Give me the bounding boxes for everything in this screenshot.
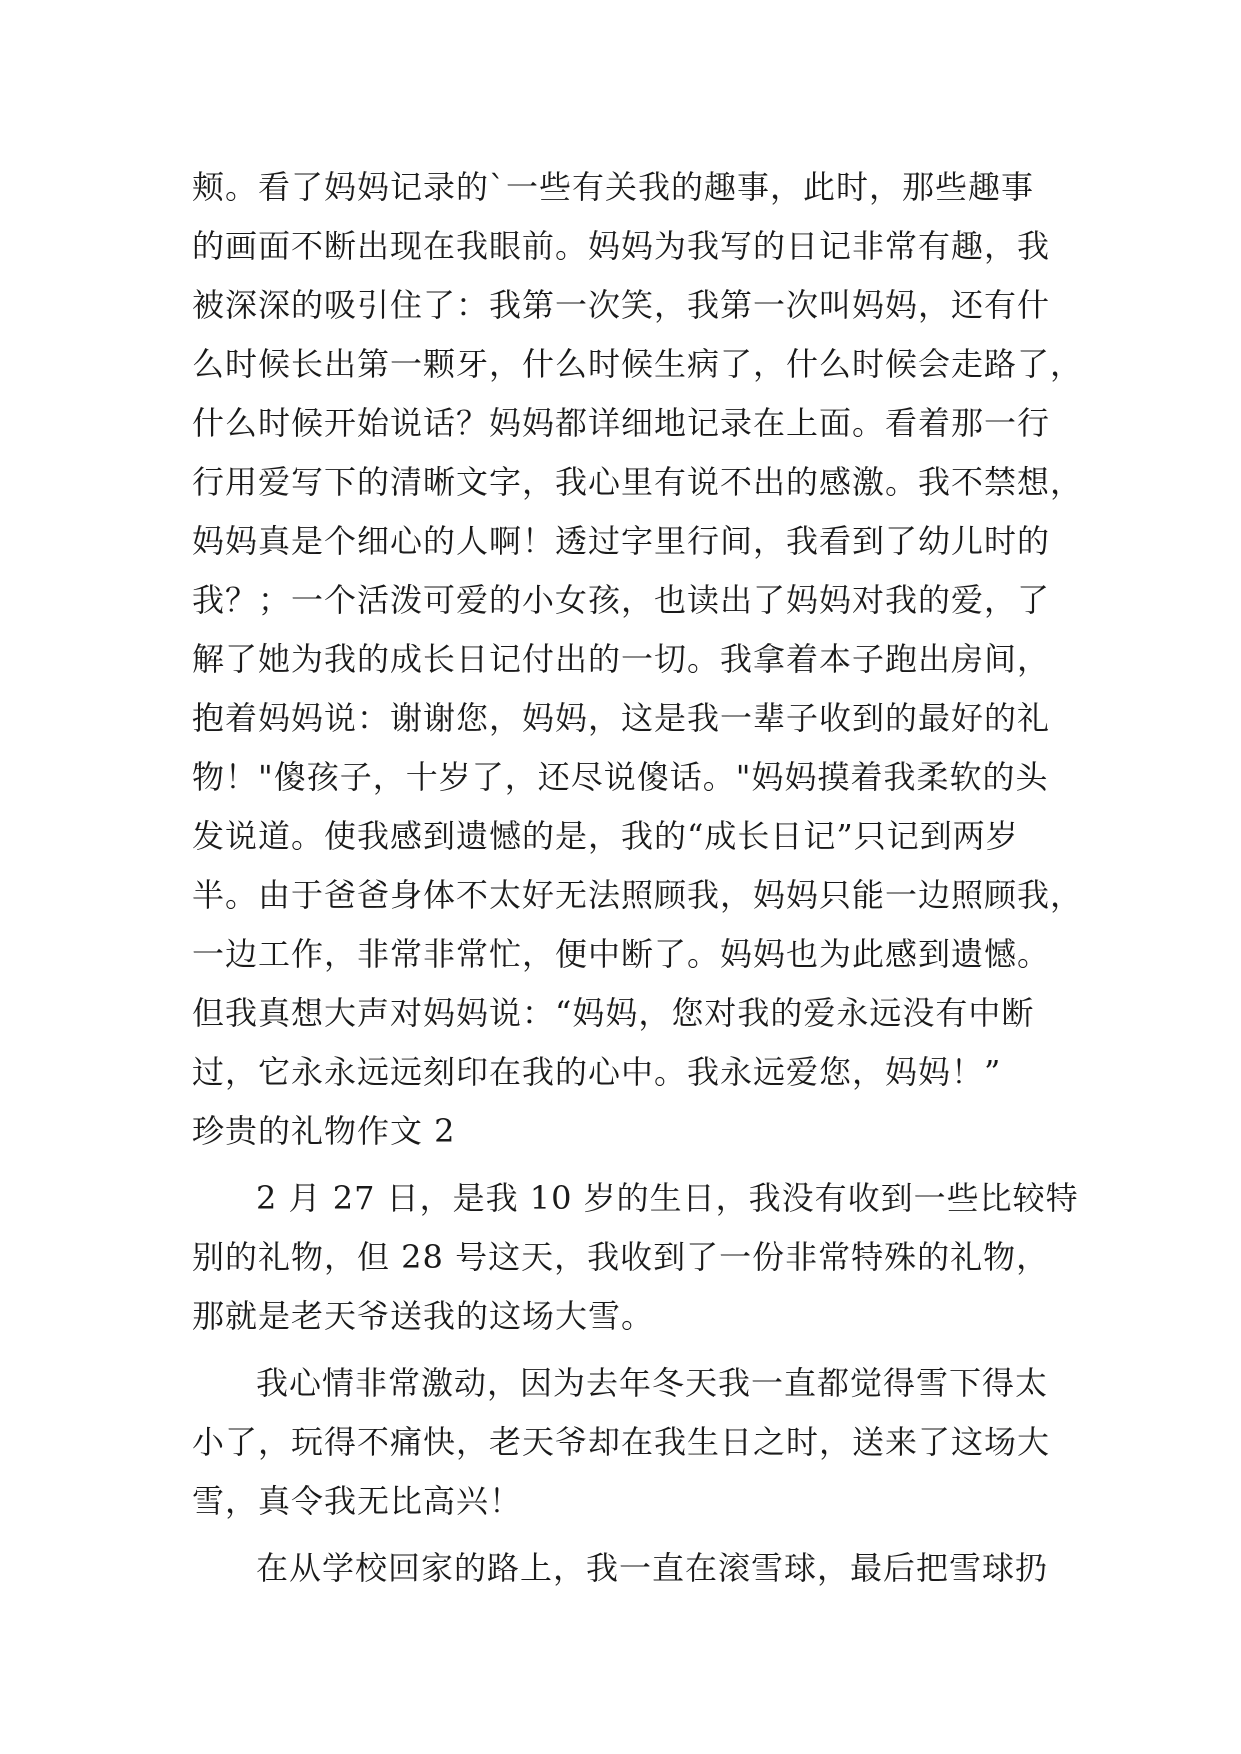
text-line: 么时候长出第一颗牙，什么时候生病了，什么时候会走路了， [192, 345, 1084, 383]
paragraph [192, 1354, 1072, 1531]
text-line: 在从学校回家的路上，我一直在滚雪球，最后把雪球扔 [256, 1549, 1049, 1587]
text-line: 雪，真令我无比高兴！ [192, 1482, 523, 1520]
text-line: 一边工作，非常非常忙，便中断了。妈妈也为此感到遗憾。 [192, 935, 1051, 973]
text-line: 解了她为我的成长日记付出的一切。我拿着本子跑出房间， [192, 640, 1051, 678]
text-line: 的画面不断出现在我眼前。妈妈为我写的日记非常有趣，我 [192, 227, 1051, 265]
text-line: 妈妈真是个细心的人啊！透过字里行间，我看到了幼儿时的 [192, 522, 1051, 560]
continuation-paragraph [192, 158, 1084, 1102]
text-line: 颊。看了妈妈记录的`一些有关我的趣事，此时，那些趣事 [192, 168, 1035, 206]
document-body [192, 158, 1084, 1598]
text-line: 我心情非常激动，因为去年冬天我一直都觉得雪下得太 [256, 1364, 1049, 1402]
text-line: 我？；一个活泼可爱的小女孩，也读出了妈妈对我的爱，了 [192, 581, 1051, 619]
text-line: 发说道。使我感到遗憾的是，我的“成长日记”只记到两岁 [192, 817, 1019, 855]
text-line: 2 月 27 日，是我 10 岁的生日，我没有收到一些比较特 [256, 1179, 1079, 1217]
paragraph [192, 1169, 1079, 1346]
section-title: 珍贵的礼物作文 2 [192, 1112, 456, 1150]
text-line: 被深深的吸引住了：我第一次笑，我第一次叫妈妈，还有什 [192, 286, 1051, 324]
text-line: 行用爱写下的清晰文字，我心里有说不出的感激。我不禁想， [192, 463, 1084, 501]
text-line: 物！"傻孩子，十岁了，还尽说傻话。"妈妈摸着我柔软的头 [192, 758, 1049, 796]
text-line: 那就是老天爷送我的这场大雪。 [192, 1297, 655, 1335]
text-line: 半。由于爸爸身体不太好无法照顾我，妈妈只能一边照顾我， [192, 876, 1084, 914]
text-line: 但我真想大声对妈妈说：“妈妈，您对我的爱永远没有中断 [192, 994, 1035, 1032]
text-line: 别的礼物，但 28 号这天，我收到了一份非常特殊的礼物， [192, 1238, 1050, 1276]
paragraph [192, 1539, 1072, 1598]
text-line: 过，它永永远远刻印在我的心中。我永远爱您，妈妈！” [192, 1053, 1002, 1091]
text-line: 抱着妈妈说：谢谢您，妈妈，这是我一辈子收到的最好的礼 [192, 699, 1051, 737]
text-line: 小了，玩得不痛快，老天爷却在我生日之时，送来了这场大 [192, 1423, 1051, 1461]
text-line: 什么时候开始说话？妈妈都详细地记录在上面。看着那一行 [192, 404, 1051, 442]
